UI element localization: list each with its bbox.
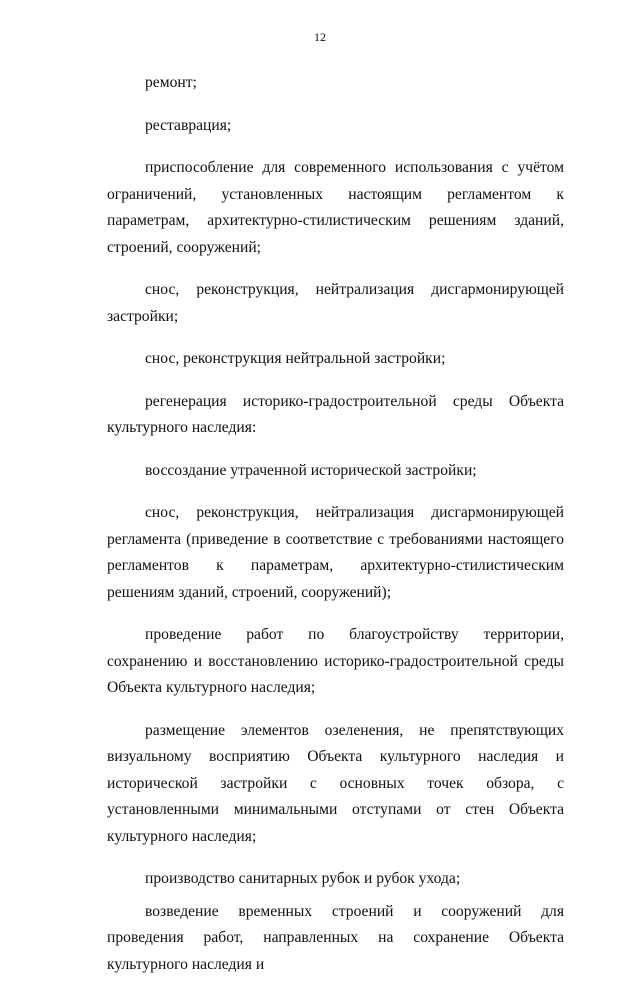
paragraph-greenery: размещение элементов озеленения, не препятствующих визуальному восприятию Объекта культурного наследия и исторической застройки с основных точек обзора, с установленными минимальными отступами от стен Объекта культурного наследия;: [107, 721, 564, 845]
paragraph-restoration: реставрация;: [145, 116, 232, 134]
paragraph-regeneration: регенерация историко-градостроительной среды Объекта культурного наследия:: [107, 392, 564, 436]
paragraph-sanitary-felling: производство санитарных рубок и рубок ухода;: [145, 870, 461, 887]
paragraph-demolition-disharmonious: снос, реконструкция, нейтрализация дисгармонирующей застройки;: [107, 281, 564, 325]
paragraph-demolition-neutral: снос, реконструкция нейтральной застройки;: [145, 350, 446, 367]
paragraph-repair: ремонт;: [145, 74, 197, 91]
paragraph-landscaping: проведение работ по благоустройству территории, сохранению и восстановлению историко-градостроительной среды Объекта культурного наследия;: [107, 626, 564, 696]
page-number: 12: [314, 30, 326, 44]
document-body: [107, 70, 564, 994]
paragraph-recreation: воссоздание утраченной исторической застройки;: [145, 461, 477, 479]
paragraph-adaptation: приспособление для современного использования с учётом ограничений, установленных настоящим регламентом к параметрам, архитектурно-стилистическим решениям зданий, строений, сооружений;: [107, 159, 564, 256]
paragraph-demolition-regulation: снос, реконструкция, нейтрализация дисгармонирующей регламента (приведение в соответствие с требованиями настоящего регламентов к параметрам, архитектурно-стилистическим решениям зданий, строений, сооружений);: [107, 504, 564, 601]
paragraph-temporary-structures: возведение временных строений и сооружений для проведения работ, направленных на сохранение Объекта культурного наследия и: [107, 902, 564, 973]
